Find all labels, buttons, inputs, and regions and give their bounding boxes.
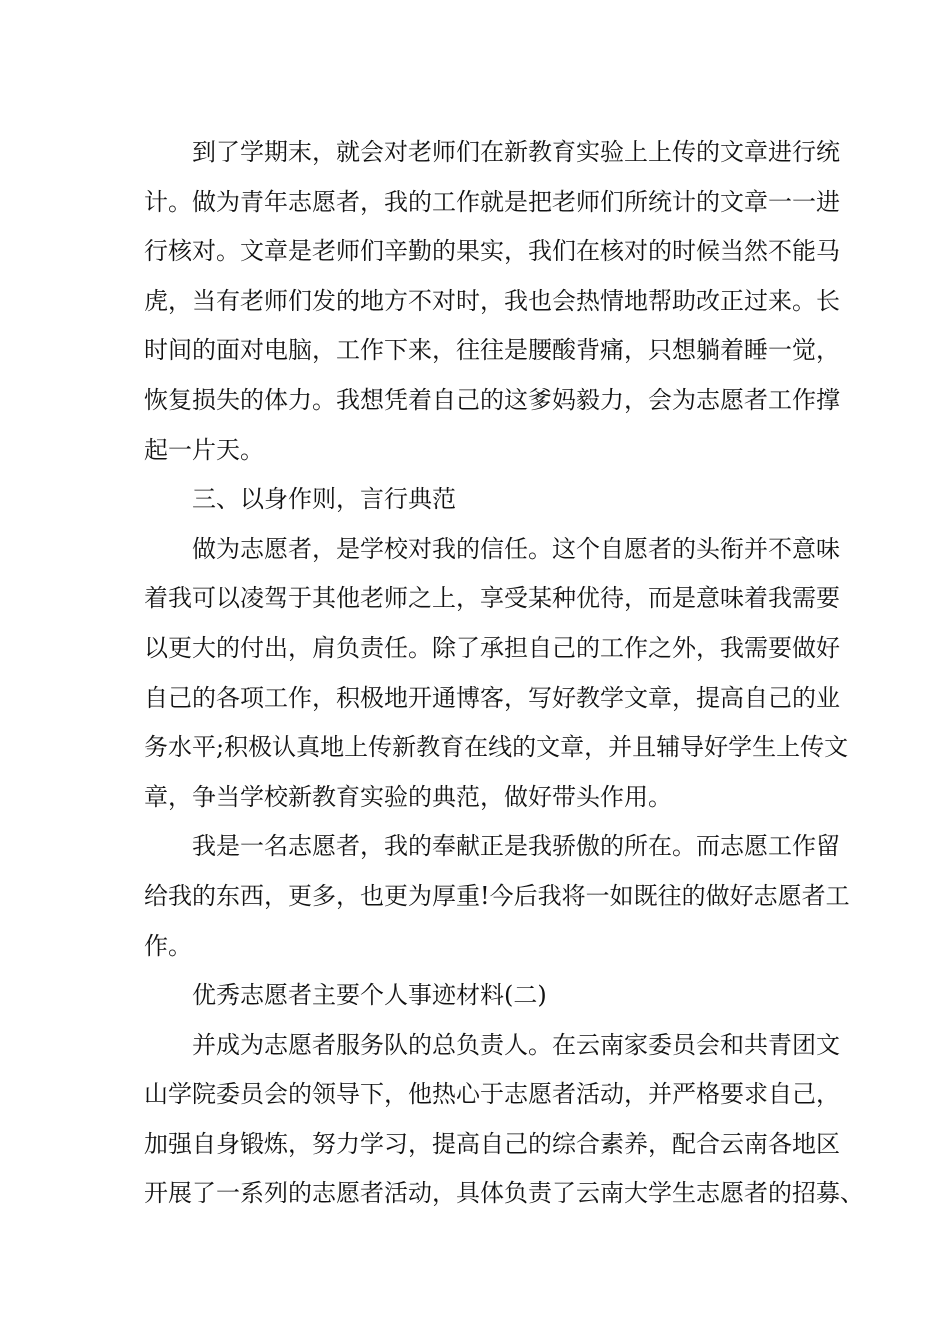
text-line: 自己的各项工作，积极地开通博客，写好教学文章，提高自己的业 [144,683,840,712]
text-line: 山学院委员会的领导下，他热心于志愿者活动，并严格要求自己， [144,1080,840,1109]
heading-text: 优秀志愿者主要个人事迹材料(二) [192,981,547,1010]
text-line: 章，争当学校新教育实验的典范，做好带头作用。 [144,782,672,811]
heading-text: 三、以身作则，言行典范 [192,485,456,514]
paragraph-leader [144,1021,864,1219]
text-line: 时间的面对电脑，工作下来，往往是腰酸背痛，只想躺着睡一觉， [144,336,840,365]
document-body [144,128,864,1219]
text-line: 作。 [144,931,192,960]
paragraph-trust [144,525,849,823]
paragraph-statistics [144,128,840,475]
text-line: 计。做为青年志愿者，我的工作就是把老师们所统计的文章一一进 [144,187,840,216]
section-heading-three [144,475,824,525]
text-line: 我是一名志愿者，我的奉献正是我骄傲的所在。而志愿工作留 [192,832,840,861]
text-line: 虎，当有老师们发的地方不对时，我也会热情地帮助改正过来。长 [144,286,840,315]
section-heading-part-two [144,971,824,1021]
text-line: 做为志愿者，是学校对我的信任。这个自愿者的头衔并不意味 [192,534,840,563]
text-line: 给我的东西，更多，也更为厚重!今后我将一如既往的做好志愿者工 [144,881,850,910]
text-line: 以更大的付出，肩负责任。除了承担自己的工作之外，我需要做好 [144,633,840,662]
text-line: 行核对。文章是老师们辛勤的果实，我们在核对的时候当然不能马 [144,237,840,266]
text-line: 务水平;积极认真地上传新教育在线的文章，并且辅导好学生上传文 [144,733,849,762]
text-line: 恢复损失的体力。我想凭着自己的这爹妈毅力，会为志愿者工作撑 [144,385,840,414]
text-line: 开展了一系列的志愿者活动，具体负责了云南大学生志愿者的招募、 [144,1179,864,1208]
text-line: 加强自身锻炼，努力学习，提高自己的综合素养，配合云南各地区 [144,1129,840,1158]
text-line: 着我可以凌驾于其他老师之上，享受某种优待，而是意味着我需要 [144,584,840,613]
paragraph-dedication [144,822,850,971]
text-line: 到了学期末，就会对老师们在新教育实验上上传的文章进行统 [192,138,840,166]
text-line: 并成为志愿者服务队的总负责人。在云南家委员会和共青团文 [192,1030,840,1059]
text-line: 起一片天。 [144,435,264,464]
